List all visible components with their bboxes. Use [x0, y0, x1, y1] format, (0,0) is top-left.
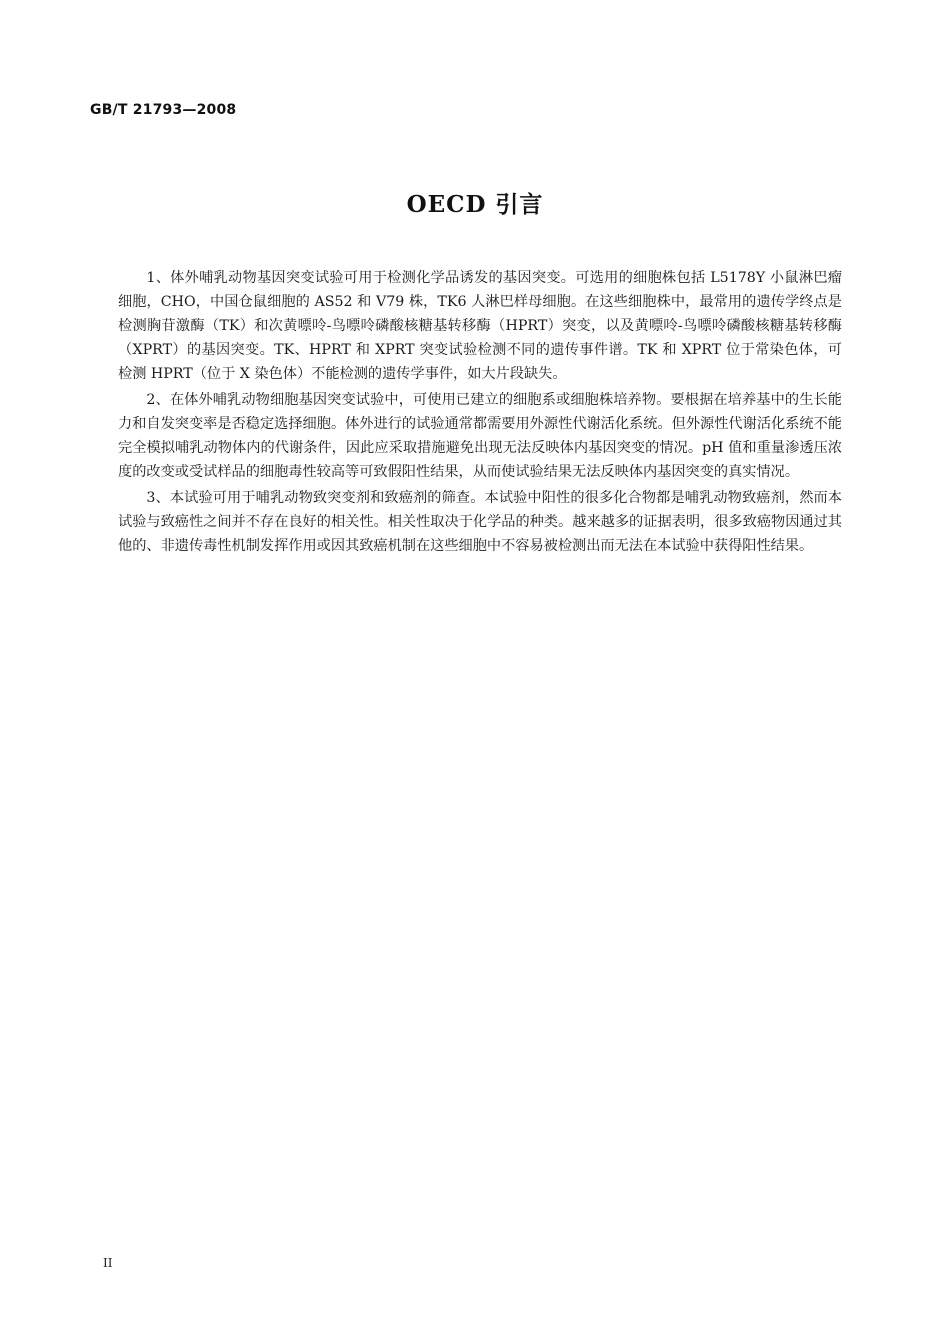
paragraph-2: 2、在体外哺乳动物细胞基因突变试验中，可使用已建立的细胞系或细胞株培养物。要根据在培养基中的生长能力和自发突变率是否稳定选择细胞。体外进行的试验通常都需要用外源性代谢活化系统。但外源性代谢活化系统不能完全模拟哺乳动物体内的代谢条件，因此应采取措施避免出现无法反映体内基因突变的情况。pH 值和重量渗透压浓度的改变或受试样品的细胞毒性较高等可致假阳性结果，从而使试验结果无法反映体内基因突变的真实情况。 — [118, 392, 842, 480]
paragraph-3: 3、本试验可用于哺乳动物致突变剂和致癌剂的筛查。本试验中阳性的很多化合物都是哺乳动物致癌剂，然而本试验与致癌性之间并不存在良好的相关性。相关性取决于化学品的种类。越来越多的证据表明，很多致癌物因通过其他的、非遗传毒性机制发挥作用或因其致癌机制在这些细胞中不容易被检测出而无法在本试验中获得阳性结果。 — [118, 490, 842, 554]
body-text — [118, 266, 842, 560]
paragraph-1: 1、体外哺乳动物基因突变试验可用于检测化学品诱发的基因突变。可选用的细胞株包括 L5178Y 小鼠淋巴瘤细胞，CHO，中国仓鼠细胞的 AS52 和 V79 株，TK6 人淋巴样母细胞。在这些细胞株中，最常用的遗传学终点是检测胸苷激酶（TK）和次黄嘌呤-鸟嘌呤磷酸核糖基转移酶（HPRT）突变，以及黄嘌呤-鸟嘌呤磷酸核糖基转移酶（XPRT）的基因突变。TK、HPRT 和 XPRT 突变试验检测不同的遗传事件谱。TK 和 XPRT 位于常染色体，可检测 HPRT（位于 X 染色体）不能检测的遗传学事件，如大片段缺失。 — [118, 270, 842, 382]
page-number: II — [103, 1256, 113, 1270]
standard-number: GB/T 21793—2008 — [90, 102, 237, 118]
section-title: OECD 引言 — [406, 191, 544, 218]
